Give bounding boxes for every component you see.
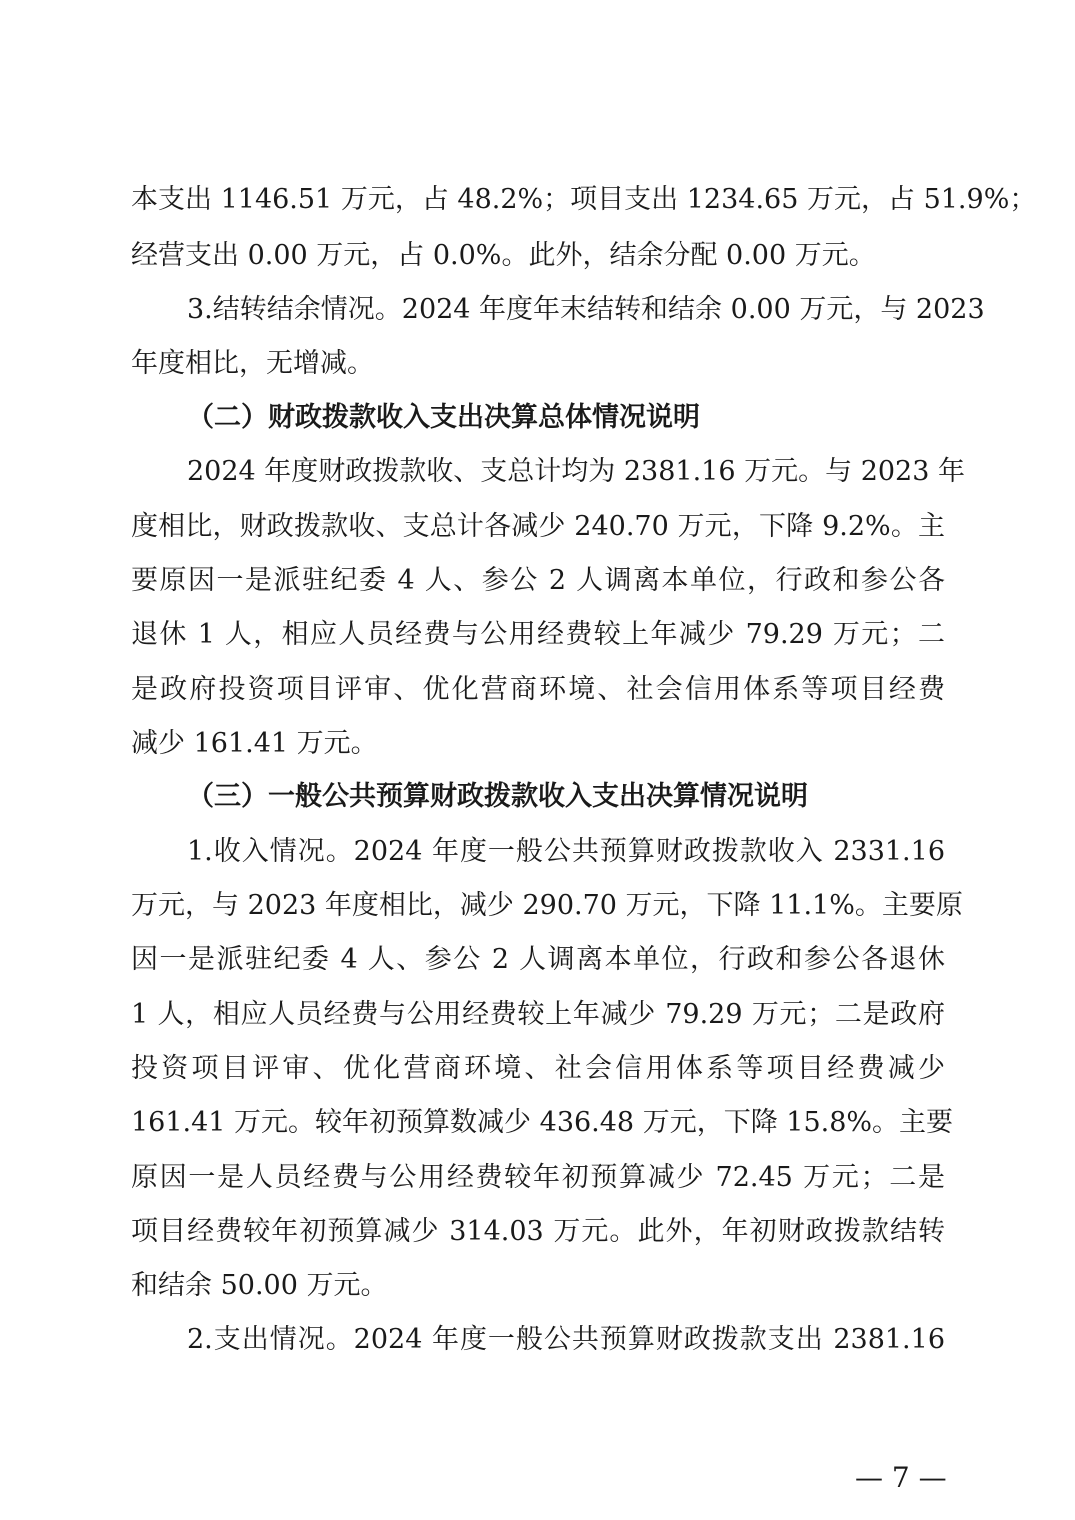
body-line: 度相比，财政拨款收、支总计各减少 240.70 万元，下降 9.2%。主 (131, 511, 945, 542)
body-line: 2024 年度财政拨款收、支总计均为 2381.16 万元。与 2023 年 (187, 456, 965, 487)
body-line: 万元，与 2023 年度相比，减少 290.70 万元，下降 11.1%。主要原 (131, 890, 963, 921)
body-line: 是政府投资项目评审、优化营商环境、社会信用体系等项目经费 (131, 674, 945, 705)
body-line: 3.结转结余情况。2024 年度年末结转和结余 0.00 万元，与 2023 (187, 294, 985, 325)
page-number: — 7 — (855, 1461, 947, 1494)
body-line: 经营支出 0.00 万元，占 0.0%。此外，结余分配 0.00 万元。 (131, 240, 876, 271)
body-line: 和结余 50.00 万元。 (131, 1270, 388, 1301)
body-line: 退休 1 人，相应人员经费与公用经费较上年减少 79.29 万元；二 (131, 619, 945, 650)
body-line: 要原因一是派驻纪委 4 人、参公 2 人调离本单位，行政和参公各 (131, 565, 945, 596)
body-line: 1.收入情况。2024 年度一般公共预算财政拨款收入 2331.16 (187, 836, 945, 867)
body-line: 161.41 万元。较年初预算数减少 436.48 万元，下降 15.8%。主要 (131, 1107, 954, 1138)
body-line: 1 人，相应人员经费与公用经费较上年减少 79.29 万元；二是政府 (131, 999, 945, 1030)
body-line: 原因一是人员经费与公用经费较年初预算减少 72.45 万元；二是 (131, 1162, 945, 1193)
body-line: 因一是派驻纪委 4 人、参公 2 人调离本单位，行政和参公各退休 (131, 944, 945, 975)
body-line: 投资项目评审、优化营商环境、社会信用体系等项目经费减少 (131, 1053, 945, 1084)
body-line: 年度相比，无增减。 (131, 348, 374, 379)
body-line: 本支出 1146.51 万元，占 48.2%；项目支出 1234.65 万元，占 51.9%； (131, 184, 1037, 215)
section-heading: （二）财政拨款收入支出决算总体情况说明 (187, 402, 700, 433)
body-line: 项目经费较年初预算减少 314.03 万元。此外，年初财政拨款结转 (131, 1216, 945, 1247)
body-line: 2.支出情况。2024 年度一般公共预算财政拨款支出 2381.16 (187, 1324, 945, 1355)
body-line: 减少 161.41 万元。 (131, 728, 378, 759)
section-heading: （三）一般公共预算财政拨款收入支出决算情况说明 (187, 781, 808, 812)
